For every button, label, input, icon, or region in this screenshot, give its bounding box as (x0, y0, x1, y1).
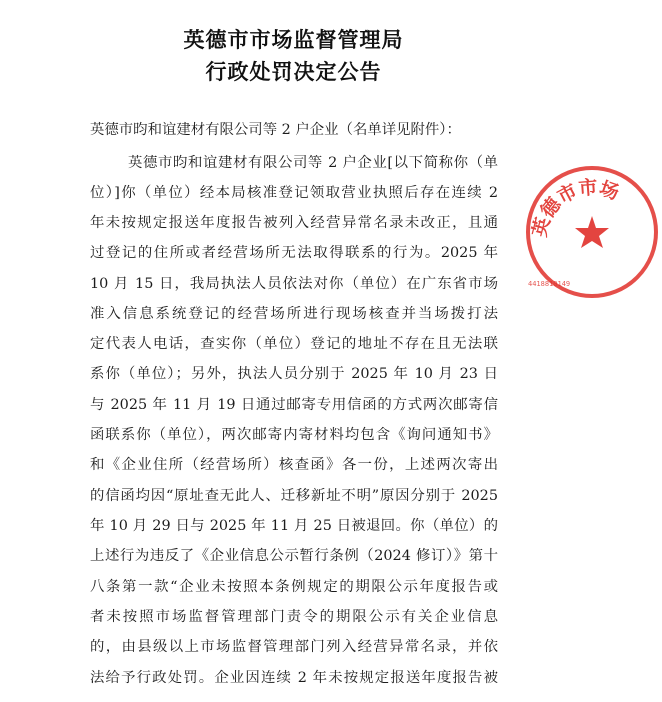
seal-text: 英德市市场 (528, 176, 622, 240)
body-line: 和《企业住所（经营场所）核查函》各一份，上述两次寄出 (90, 457, 498, 473)
body-line: 与 2025 年 11 月 19 日通过邮寄专用信函的方式两次邮寄信 (90, 397, 498, 413)
star-icon (575, 216, 609, 248)
body-line: 过登记的住所或者经营场所无法取得联系的行为。2025 年 (90, 245, 498, 261)
body-line: 上述行为违反了《企业信息公示暂行条例（2024 修订）》第十 (90, 548, 498, 564)
body-line: 八条第一款“企业未按照本条例规定的期限公示年度报告或 (90, 579, 498, 595)
body-line: 的，由县级以上市场监督管理部门列入经营异常名录，并依 (90, 639, 498, 655)
body-line: 系你（单位）；另外，执法人员分别于 2025 年 10 月 23 日 (90, 366, 498, 382)
seal-code: 4418810149 (528, 280, 571, 288)
body-line: 准入信息系统登记的经营场所进行现场核查并当场拨打法 (90, 306, 498, 322)
body-line: 定代表人电话，查实你（单位）登记的地址不存在且无法联 (90, 336, 498, 352)
body-line: 10 月 15 日，我局执法人员依法对你（单位）在广东省市场 (90, 276, 498, 292)
addressee-line: 英德市昀和谊建材有限公司等 2 户企业（名单详见附件）： (90, 122, 461, 138)
body-line: 者未按照市场监督管理部门责令的期限公示有关企业信息 (90, 609, 498, 625)
body-line: 函联系你（单位），两次邮寄内寄材料均包含《询问通知书》 (90, 427, 498, 443)
body-line: 年未按规定报送年度报告被列入经营异常名录未改正，且通 (90, 215, 498, 231)
body-line: 年 10 月 29 日与 2025 年 11 月 25 日被退回。你（单位）的 (90, 518, 498, 534)
page-title-line2: 行政处罚决定公告 (205, 60, 382, 84)
page-title-line1: 英德市市场监督管理局 (183, 28, 404, 52)
official-seal (522, 162, 662, 302)
body-line: 位）]你（单位）经本局核准登记领取营业执照后存在连续 2 (90, 185, 498, 201)
body-line: 英德市昀和谊建材有限公司等 2 户企业[以下简称你（单 (128, 155, 498, 171)
body-line: 法给予行政处罚。企业因连续 2 年未按规定报送年度报告被 (90, 670, 498, 686)
body-line: 的信函均因“原址查无此人、迁移新址不明”原因分别于 2025 (90, 488, 498, 504)
